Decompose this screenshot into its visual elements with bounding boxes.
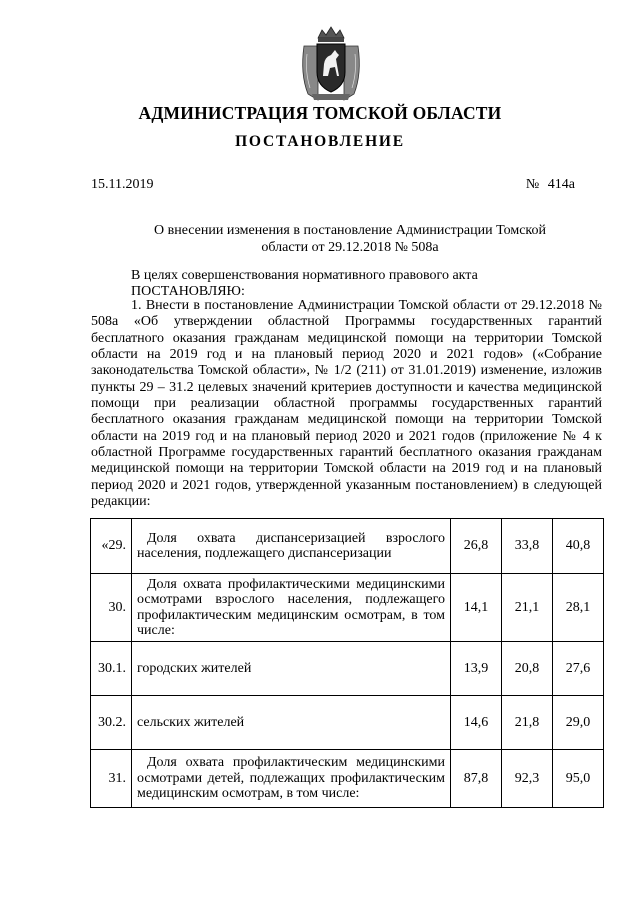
value-2020: 20,8 [502, 642, 553, 696]
value-2020: 92,3 [502, 750, 553, 808]
table-row [91, 750, 604, 808]
value-2019: 87,8 [451, 750, 502, 808]
value-2019: 14,6 [451, 696, 502, 750]
coat-of-arms-icon [298, 24, 364, 102]
value-2021: 29,0 [553, 696, 604, 750]
intro-line: В целях совершенствования нормативного правового акта [131, 268, 478, 283]
value-2020: 33,8 [502, 519, 553, 574]
document-date: 15.11.2019 [91, 177, 154, 192]
paragraph-1: 1. Внести в постановление Администрации Томской области от 29.12.2018 № 508а «Об утверждении областной Программы государственных гарантий бесплатного оказания гражданам медицинской помощи на территории Томской области на 2019 год и на плановый период 2020 и 2021 годов» («Собрание законодательства Томской области», № 1/2 (211) от 31.01.2019) изменение, изложив пункты 29 – 31.2 целевых значений критериев доступности и качества медицинской помощи при реализации областной программы государственных гарантий бесплатного оказания гражданам медицинской помощи на территории Томской области на 2019 год и на плановый период 2020 и 2021 годов (приложение № 4 к областной Программе государственных гарантий бесплатного оказания гражданам медицинской помощи на территории Томской области на 2019 год и на плановый период 2020 и 2021 годов, утвержденной указанным постановлением) в следующей редакции: [91, 298, 602, 510]
document-type-title: ПОСТАНОВЛЕНИЕ [235, 133, 405, 150]
row-description: Доля охвата профилактическим медицинскими осмотрами детей, подлежащих профилактическим медицинским осмотрам, в том числе: [132, 750, 451, 808]
organization-title: АДМИНИСТРАЦИЯ ТОМСКОЙ ОБЛАСТИ [138, 103, 502, 123]
value-2021: 28,1 [553, 574, 604, 642]
table-row [91, 642, 604, 696]
table-row [91, 574, 604, 642]
row-number: 31. [91, 750, 132, 808]
intro [131, 268, 478, 299]
row-description: Доля охвата профилактическими медицинскими осмотрами взрослого населения, подлежащего профилактическим медицинским осмотрам, в том числе: [132, 574, 451, 642]
document-number: № 414а [525, 177, 575, 192]
row-number: 30.1. [91, 642, 132, 696]
value-2019: 13,9 [451, 642, 502, 696]
row-number: 30.2. [91, 696, 132, 750]
row-number: 30. [91, 574, 132, 642]
table-row [91, 519, 604, 574]
value-2020: 21,1 [502, 574, 553, 642]
row-description: Доля охвата диспансеризацией взрослого населения, подлежащего диспансеризации [132, 519, 451, 574]
row-description: городских жителей [132, 642, 451, 696]
value-2021: 27,6 [553, 642, 604, 696]
value-2020: 21,8 [502, 696, 553, 750]
value-2021: 40,8 [553, 519, 604, 574]
value-2019: 26,8 [451, 519, 502, 574]
table-row [91, 696, 604, 750]
criteria-table [90, 518, 604, 808]
document-subject: О внесении изменения в постановление Администрации Томской области от 29.12.2018 № 508а [153, 223, 546, 255]
value-2019: 14,1 [451, 574, 502, 642]
intro-decree-word: ПОСТАНОВЛЯЮ: [131, 283, 245, 299]
value-2021: 95,0 [553, 750, 604, 808]
row-number: «29. [91, 519, 132, 574]
row-description: сельских жителей [132, 696, 451, 750]
